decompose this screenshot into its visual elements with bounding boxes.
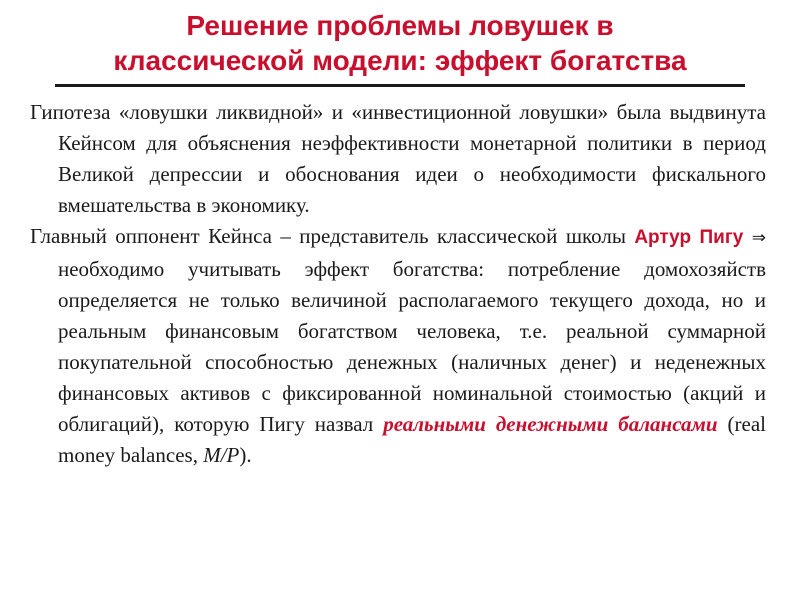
pigou-intro-text: Главный оппонент Кейнса – представитель классической школы	[30, 224, 635, 248]
slide-title	[0, 8, 800, 78]
implies-arrow-icon: ⇒	[751, 228, 767, 248]
paragraph-pigou-effect	[30, 221, 766, 471]
slide-body	[30, 97, 766, 471]
wealth-effect-text: необходимо учитывать эффект богатства: потребление домохозяйств определяется не только величиной располагаемого текущего дохода, но и реальным финансовым богатством человека, т.е. реальной суммарной покупательной способностью денежных (наличных денег) и неденежных финансовых активов с фиксированной номинальной стоимостью (акций и облигаций), которую Пигу назвал	[58, 257, 766, 436]
real-money-balances-term: реальными денежными балансами	[383, 412, 718, 436]
slide-title-line-1: Решение проблемы ловушек в	[186, 10, 614, 41]
pigou-name: Артур Пигу	[634, 227, 744, 248]
english-term-text: (real money balances,	[58, 412, 766, 467]
slide-title-line-2: классической модели: эффект богатства	[113, 45, 687, 76]
paragraph-keynes-hypothesis: Гипотеза «ловушки ликвидной» и «инвестиционной ловушки» была выдвинута Кейнсом для объяснения неэффективности монетарной политики в период Великой депрессии и обоснования идеи о необходимости фискального вмешательства в экономику.	[30, 100, 766, 217]
title-underline	[55, 84, 745, 87]
formula-m-over-p: M/P	[203, 443, 240, 467]
closing-text: ).	[239, 443, 252, 467]
